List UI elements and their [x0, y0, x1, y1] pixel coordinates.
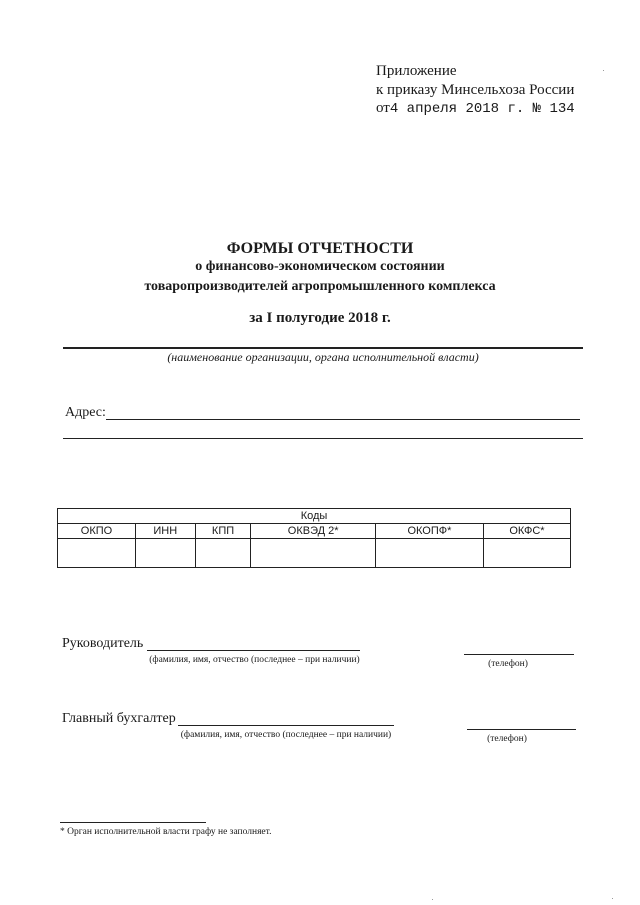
head-name-caption: (фамилия, имя, отчество (последнее – при наличии)	[149, 655, 360, 665]
inn-cell[interactable]	[135, 539, 195, 568]
accountant-phone-caption: (телефон)	[487, 734, 527, 744]
form-subtitle-2: товаропроизводителей агропромышленного комплекса	[144, 279, 496, 294]
kpp-cell[interactable]	[195, 539, 251, 568]
order-date-line	[376, 99, 575, 119]
codes-header: Коды	[58, 509, 571, 524]
address-line-2[interactable]	[63, 438, 583, 439]
column-header: ОКОПФ*	[375, 524, 483, 539]
column-header: ОКФС*	[483, 524, 570, 539]
form-title: ФОРМЫ ОТЧЕТНОСТИ	[226, 240, 414, 257]
organization-caption: (наименование организации, органа исполнительной власти)	[167, 350, 479, 364]
address-line-1[interactable]	[106, 419, 580, 420]
column-header: ОКПО	[58, 524, 136, 539]
order-reference: к приказу Минсельхоза России	[376, 81, 575, 98]
address-label: Адрес:	[65, 405, 106, 420]
scan-speck	[432, 899, 433, 900]
reporting-period: за I полугодие 2018 г.	[249, 310, 391, 326]
okfs-cell[interactable]	[483, 539, 570, 568]
column-header: КПП	[195, 524, 251, 539]
accountant-label: Главный бухгалтер	[62, 711, 176, 726]
head-label: Руководитель	[62, 636, 144, 651]
column-header: ИНН	[135, 524, 195, 539]
column-header: ОКВЭД 2*	[251, 524, 375, 539]
order-date-prefix: от	[376, 100, 390, 116]
okved-cell[interactable]	[251, 539, 375, 568]
footnote: * Орган исполнительной власти графу не заполняет.	[60, 827, 272, 837]
okopf-cell[interactable]	[375, 539, 483, 568]
appendix-title: Приложение	[376, 63, 457, 79]
head-phone-caption: (телефон)	[488, 659, 528, 669]
scan-speck	[603, 70, 604, 71]
scan-speck	[612, 898, 613, 899]
codes-table	[57, 508, 571, 568]
accountant-name-line[interactable]	[178, 725, 394, 726]
appendix-reference	[376, 62, 575, 119]
order-date: 4 апреля 2018 г. № 134	[389, 101, 575, 117]
organization-name-line[interactable]	[63, 347, 583, 349]
accountant-phone-line[interactable]	[467, 729, 576, 730]
accountant-name-caption: (фамилия, имя, отчество (последнее – при наличии)	[180, 730, 392, 740]
head-name-line[interactable]	[147, 650, 360, 651]
footnote-separator	[60, 822, 206, 823]
head-phone-line[interactable]	[464, 654, 574, 655]
form-subtitle-1: о финансово-экономическом состоянии	[195, 259, 445, 274]
okpo-cell[interactable]	[58, 539, 136, 568]
